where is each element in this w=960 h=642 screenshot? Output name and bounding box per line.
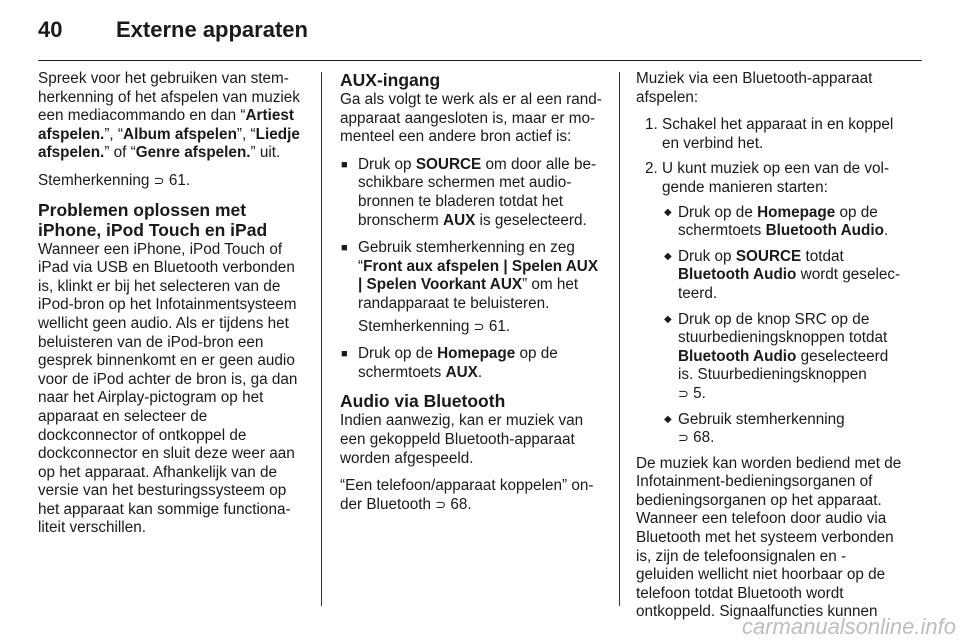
list-item: ■ Gebruik stemherkenning en zeg “Front aux afspelen | Spelen AUX | Spelen Voorkant AUX” om het randapparaat te beluisteren. Stemherkenning ⊃ 61. bbox=[340, 239, 603, 336]
diamond-list bbox=[662, 204, 902, 448]
column-divider bbox=[321, 72, 322, 606]
page-title: Externe apparaten bbox=[116, 17, 308, 42]
cross-reference[interactable]: “Een telefoon/apparaat koppelen” onder Bluetooth ⊃ 68. bbox=[340, 477, 594, 513]
list-item: ◆ Gebruik stemherkenning ⊃ 68. bbox=[662, 411, 902, 448]
paragraph: Muziek via een Bluetooth-apparaat afspelen: bbox=[636, 70, 873, 106]
paragraph: Spreek voor het gebruiken van stemherkenning of het afspelen van muziek een mediacommando en dan “Artiest afspelen.”, “Album afspelen”, “Liedje afspelen.” of “Genre afspelen.” uit. bbox=[38, 70, 300, 162]
column-3 bbox=[636, 70, 902, 631]
page-header bbox=[38, 10, 308, 50]
section-heading: Problemen oplossen met iPhone, iPod Touch en iPad bbox=[38, 199, 268, 240]
bullet-list bbox=[340, 156, 603, 383]
cross-reference-page[interactable]: 5. bbox=[693, 384, 706, 402]
cross-reference[interactable]: Stemherkenning ⊃ 61. bbox=[38, 171, 191, 189]
paragraph: De muziek kan worden bediend met de Infotainment-bedieningsorganen of bedieningsorganen op het apparaat. Wanneer een telefoon door audio via Bluetooth met het systeem verbonden is, zijn de telefoonsignalen en -geluiden wellicht niet hoorbaar op de telefoon totdat Bluetooth wordt ontkoppeld. Signaalfuncties kunnen bbox=[636, 454, 902, 621]
xref-arrow-icon: ⊃ bbox=[153, 172, 165, 188]
list-item: ◆ Druk op de Homepage op de schermtoets Bluetooth Audio. bbox=[662, 204, 902, 241]
paragraph: Ga als volgt te werk als er al een randapparaat aangesloten is, maar er momenteel een andere bron actief is: bbox=[340, 91, 602, 146]
section-heading: AUX-ingang bbox=[340, 70, 441, 90]
column-1 bbox=[38, 70, 306, 547]
cross-reference[interactable]: Stemherkenning ⊃ 61. bbox=[358, 317, 511, 335]
page-number: 40 bbox=[38, 17, 63, 42]
paragraph: Indien aanwezig, kan er muziek van een gekoppeld Bluetooth-apparaat worden afgespeeld. bbox=[340, 412, 584, 467]
watermark: carmanualsonline.info bbox=[741, 614, 956, 639]
column-2 bbox=[340, 70, 603, 523]
xref-arrow-icon: ⊃ bbox=[435, 496, 447, 512]
cross-reference-page[interactable]: 68. bbox=[693, 429, 715, 447]
list-item: 1. Schakel het apparaat in en koppel en verbind het. bbox=[645, 116, 894, 152]
xref-arrow-icon: ⊃ bbox=[678, 430, 689, 446]
section-heading: Audio via Bluetooth bbox=[340, 391, 506, 412]
header-rule bbox=[38, 60, 922, 61]
list-item: ◆ Druk op SOURCE totdat Bluetooth Audio wordt geselecteerd. bbox=[662, 248, 902, 304]
list-item: ■ Druk op de Homepage op de schermtoets AUX. bbox=[340, 345, 603, 382]
xref-arrow-icon: ⊃ bbox=[473, 318, 485, 334]
column-divider bbox=[619, 72, 620, 606]
list-item: 2. U kunt muziek op een van de volgende manieren starten: ◆ Druk op de Homepage op de schermtoets Bluetooth Audio. ◆ Druk op SOURCE totdat Bluetooth Audio wordt geselecteerd. ◆ Druk op de knop SRC op de stuurbedieningsknoppen totdat Bluetooth Audio geselecteerd is. Stuurbedieningsknoppen ⊃ 5. ◆ Gebruik stemherkenning ⊃ 68. bbox=[636, 160, 902, 447]
list-item: ◆ Druk op de knop SRC op de stuurbedieningsknoppen totdat Bluetooth Audio geselecteerd is. Stuurbedieningsknoppen ⊃ 5. bbox=[662, 311, 902, 404]
paragraph: Wanneer een iPhone, iPod Touch of iPad via USB en Bluetooth verbonden is, klinkt er bij het selecteren van de iPod-bron op het Infotainmentsysteem wellicht geen audio. Als er tijdens het beluisteren van de iPod-bron een gesprek binnenkomt en er geen audio voor de iPod achter de bron is, ga dan naar het Airplay-pictogram op het apparaat en selecteer de dockconnector of ontkoppel de dockconnector en sluit deze weer aan op het apparaat. Afhankelijk van de versie van het besturingssysteem op het apparaat kan sommige functionaliteit verschillen. bbox=[38, 240, 298, 537]
numbered-list bbox=[636, 116, 902, 448]
xref-arrow-icon: ⊃ bbox=[678, 385, 689, 401]
list-item: ■ Druk op SOURCE om door alle beschikbare schermen met audiobronnen te bladeren totdat het bronscherm AUX is geselecteerd. bbox=[340, 156, 603, 230]
